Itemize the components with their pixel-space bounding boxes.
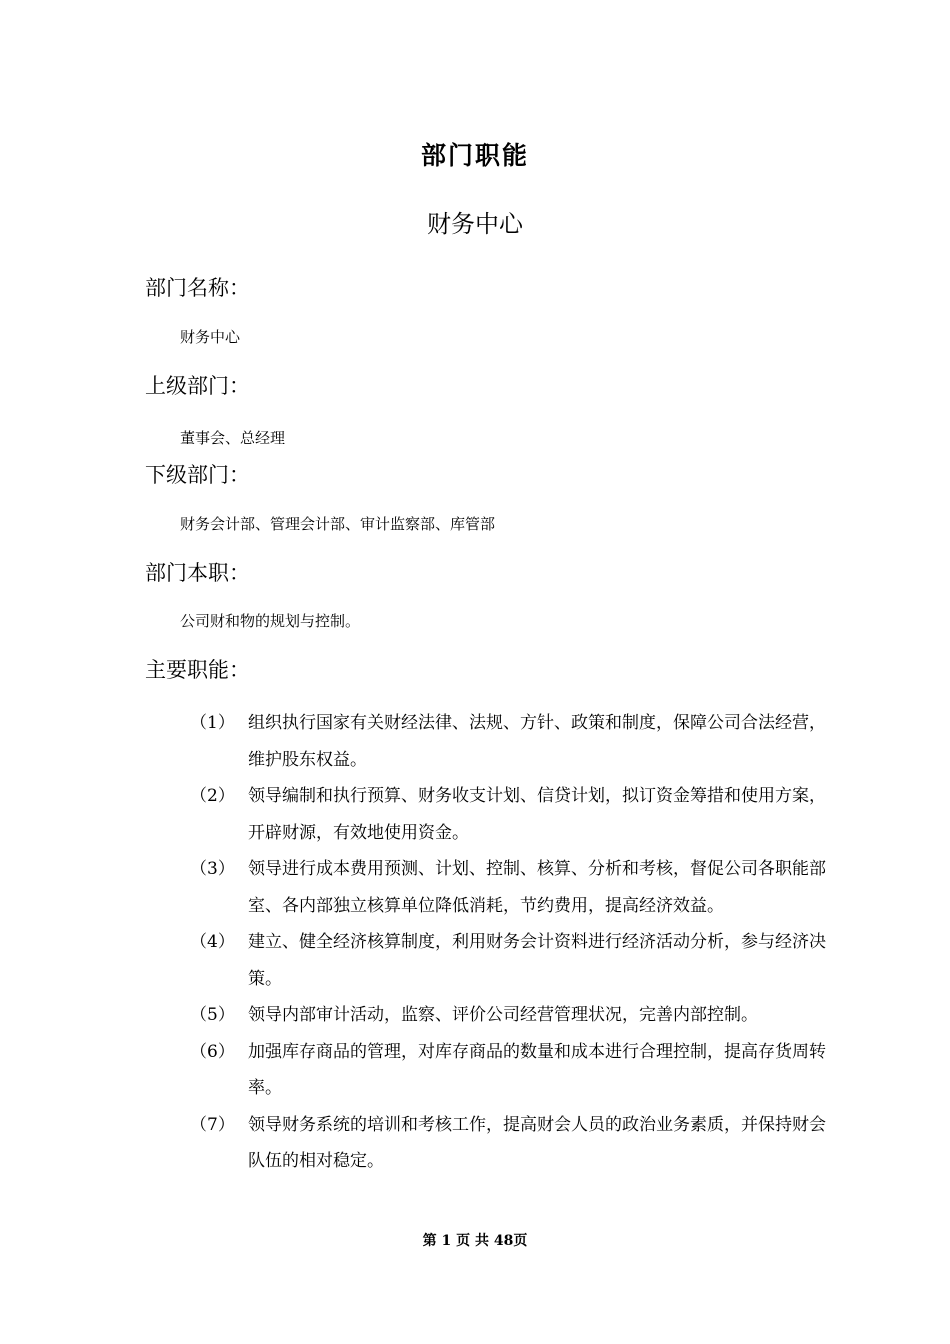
function-item (190, 997, 830, 1034)
section-heading-subordinate-dept: 下级部门： (145, 463, 250, 487)
section-text-dept-duty: 公司财和物的规划与控制。 (180, 612, 361, 630)
function-text: 领导进行成本费用预测、计划、控制、核算、分析和考核，督促公司各职能部室、各内部独立核算单位降低消耗，节约费用，提高经济效益。 (248, 859, 826, 916)
function-text: 加强库存商品的管理，对库存商品的数量和成本进行合理控制，提高存货周转率。 (248, 1041, 826, 1098)
section-text-superior-dept: 董事会、总经理 (180, 429, 286, 447)
function-item (190, 1034, 830, 1107)
section-heading-dept-duty: 部门本职： (145, 561, 250, 585)
function-item (190, 778, 830, 851)
function-item (190, 705, 830, 778)
function-item (190, 1107, 830, 1180)
page-title: 部门职能 (420, 141, 529, 170)
function-text: 领导财务系统的培训和考核工作，提高财会人员的政治业务素质，并保持财会队伍的相对稳定。 (248, 1114, 826, 1171)
function-number: （3） (190, 859, 235, 879)
function-text: 建立、健全经济核算制度，利用财务会计资料进行经济活动分析，参与经济决策。 (248, 932, 826, 989)
function-number: （7） (190, 1114, 235, 1135)
function-text: 领导内部审计活动，监察、评价公司经营管理状况，完善内部控制。 (248, 1005, 758, 1025)
function-number: （1） (190, 713, 235, 733)
department-subtitle: 财务中心 (427, 210, 523, 238)
section-heading-superior-dept: 上级部门： (145, 374, 250, 398)
main-functions-list (190, 705, 830, 1180)
section-heading-dept-name: 部门名称： (145, 276, 250, 300)
function-number: （4） (190, 932, 235, 952)
section-text-dept-name: 财务中心 (180, 328, 241, 346)
function-item (190, 924, 830, 997)
section-heading-main-functions: 主要职能： (145, 658, 250, 682)
function-text: 领导编制和执行预算、财务收支计划、信贷计划，拟订资金筹措和使用方案，开辟财源，有效地使用资金。 (248, 786, 826, 843)
function-number: （2） (190, 786, 235, 806)
function-item (190, 851, 830, 924)
section-text-subordinate-dept: 财务会计部、管理会计部、审计监察部、库管部 (180, 515, 496, 533)
function-number: （5） (190, 1005, 235, 1025)
page-footer: 第 1 页 共 48页 (422, 1233, 528, 1249)
function-text: 组织执行国家有关财经法律、法规、方针、政策和制度，保障公司合法经营，维护股东权益。 (248, 713, 826, 770)
function-number: （6） (190, 1041, 235, 1062)
